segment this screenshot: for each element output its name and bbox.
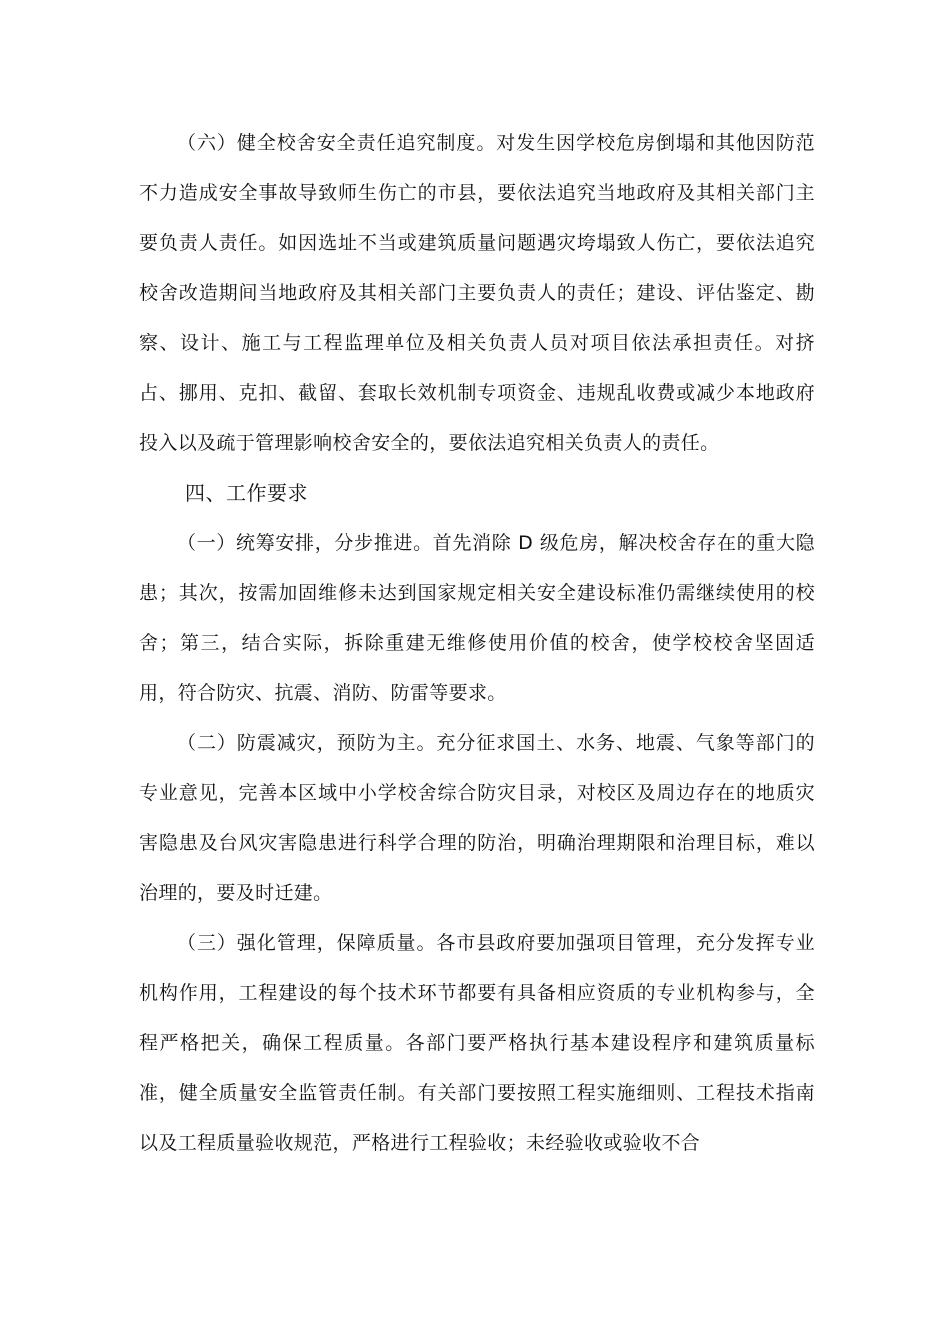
section-heading-work-requirements: 四、工作要求 [185,481,308,505]
document-body [139,118,815,1168]
paragraph-requirement-1: （一）统筹安排，分步推进。首先消除 D 级危房，解决校舍存在的重大隐患；其次，按需加固维修未达到国家规定相关安全建设标准仍需继续使用的校舍；第三，结合实际，拆除重建无维修使用价值的校舍，使学校校舍坚固适用，符合防灾、抗震、消防、防雷等要求。 [139,532,815,704]
paragraph-requirement-2: （二）防震减灾，预防为主。充分征求国土、水务、地震、气象等部门的专业意见，完善本区域中小学校舍综合防灾目录，对校区及周边存在的地质灾害隐患及台风灾害隐患进行科学合理的防治，明确治理期限和治理目标，难以治理的，要及时迁建。 [139,732,815,904]
paragraph-accountability-system: （六）健全校舍安全责任追究制度。对发生因学校危房倒塌和其他因防范不力造成安全事故导致师生伤亡的市县，要依法追究当地政府及其相关部门主要负责人责任。如因选址不当或建筑质量问题遇灾垮塌致人伤亡，要依法追究校舍改造期间当地政府及其相关部门主要负责人的责任；建设、评估鉴定、勘察、设计、施工与工程监理单位及相关负责人员对项目依法承担责任。对挤占、挪用、克扣、截留、套取长效机制专项资金、违规乱收费或减少本地政府投入以及疏于管理影响校舍安全的，要依法追究相关负责人的责任。 [139,132,815,454]
paragraph-requirement-3: （三）强化管理，保障质量。各市县政府要加强项目管理，充分发挥专业机构作用，工程建设的每个技术环节都要有具备相应资质的专业机构参与，全程严格把关，确保工程质量。各部门要严格执行基本建设程序和建筑质量标准，健全质量安全监管责任制。有关部门要按照工程实施细则、工程技术指南以及工程质量验收规范，严格进行工程验收；未经验收或验收不合 [139,932,815,1154]
